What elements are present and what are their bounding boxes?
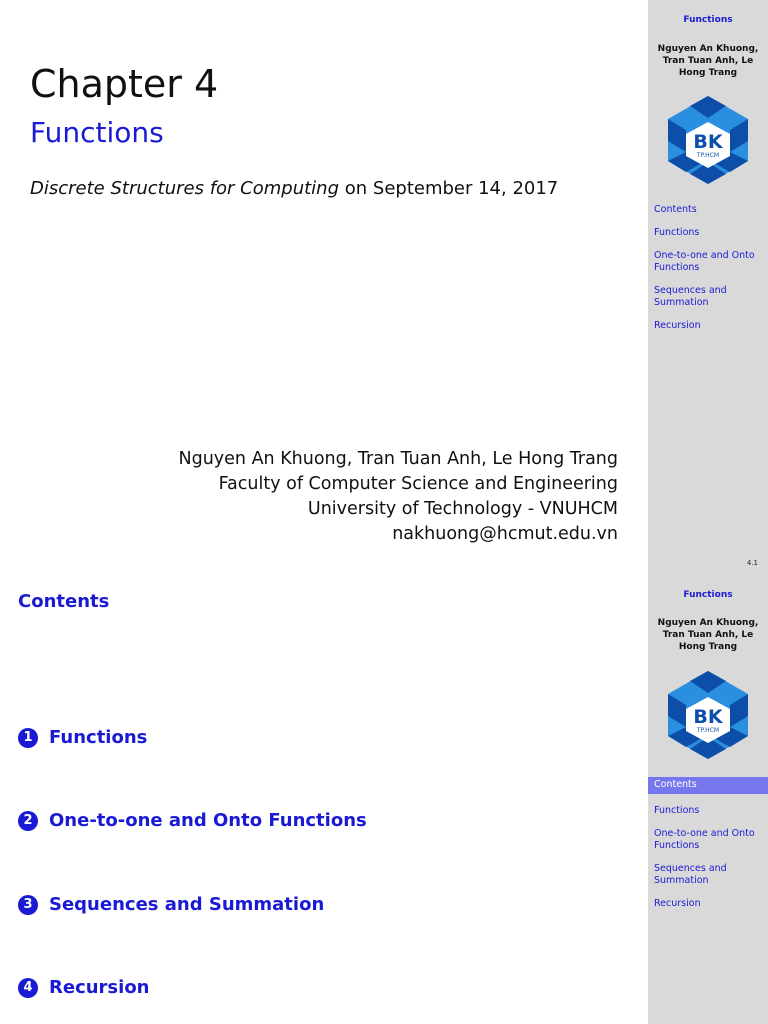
logo-text: BK <box>693 706 723 728</box>
date: September 14, 2017 <box>372 178 559 199</box>
page-number: 4.1 <box>746 559 758 567</box>
sidebar-item-one-to-one[interactable]: One-to-one and Onto Functions <box>654 828 755 851</box>
chapter-heading: Chapter 4 <box>30 62 219 106</box>
sidebar-item-recursion[interactable]: Recursion <box>654 898 701 909</box>
contents-title: Contents <box>18 591 110 612</box>
sidebar-authors: Nguyen An Khuong, Tran Tuan Anh, Le Hong Trang <box>657 618 759 652</box>
toc-label: Recursion <box>49 977 150 998</box>
toc-label: One-to-one and Onto Functions <box>49 810 367 831</box>
sidebar-nav <box>648 204 768 343</box>
contents-slide <box>0 575 768 1024</box>
authors: Nguyen An Khuong, Tran Tuan Anh, Le Hong Trang <box>178 449 618 469</box>
logo-subtext: TP.HCM <box>696 727 720 734</box>
toc-number: 3 <box>18 895 38 915</box>
toc-item-recursion[interactable] <box>18 977 150 998</box>
sidebar-title[interactable]: Functions <box>683 590 733 600</box>
sidebar-item-sequences[interactable]: Sequences and Summation <box>654 863 727 886</box>
university: University of Technology - VNUHCM <box>307 499 618 519</box>
sidebar-title[interactable]: Functions <box>683 15 733 25</box>
sidebar-nav <box>648 777 768 921</box>
sidebar-item-recursion[interactable]: Recursion <box>654 320 701 331</box>
faculty: Faculty of Computer Science and Engineering <box>218 474 618 494</box>
toc-number: 1 <box>18 728 38 748</box>
course-line <box>30 178 558 199</box>
sidebar-authors: Nguyen An Khuong, Tran Tuan Anh, Le Hong Trang <box>657 44 759 78</box>
sidebar <box>648 0 768 575</box>
chapter-subtitle: Functions <box>30 116 164 149</box>
author-block <box>179 447 619 547</box>
sidebar-item-sequences[interactable]: Sequences and Summation <box>654 285 727 308</box>
sidebar-item-one-to-one[interactable]: One-to-one and Onto Functions <box>654 250 755 273</box>
email: nakhuong@hcmut.edu.vn <box>392 524 618 544</box>
course-name: Discrete Structures for Computing <box>30 178 340 199</box>
toc-number: 4 <box>18 978 38 998</box>
toc-item-one-to-one[interactable] <box>18 810 367 831</box>
toc-item-sequences[interactable] <box>18 894 324 915</box>
sidebar <box>648 575 768 1024</box>
toc-label: Sequences and Summation <box>49 894 325 915</box>
sidebar-item-contents[interactable]: Contents <box>654 204 697 215</box>
toc-label: Functions <box>49 727 148 748</box>
toc-item-functions[interactable] <box>18 727 147 748</box>
date-prefix: on <box>339 178 373 199</box>
logo-subtext: TP.HCM <box>696 152 720 159</box>
logo-text: BK <box>693 131 723 153</box>
sidebar-item-functions[interactable]: Functions <box>654 227 700 238</box>
sidebar-item-contents[interactable]: Contents <box>648 777 768 794</box>
bk-logo-icon <box>662 669 754 761</box>
toc-number: 2 <box>18 811 38 831</box>
bk-logo-icon <box>662 94 754 186</box>
sidebar-item-functions[interactable]: Functions <box>654 805 700 816</box>
